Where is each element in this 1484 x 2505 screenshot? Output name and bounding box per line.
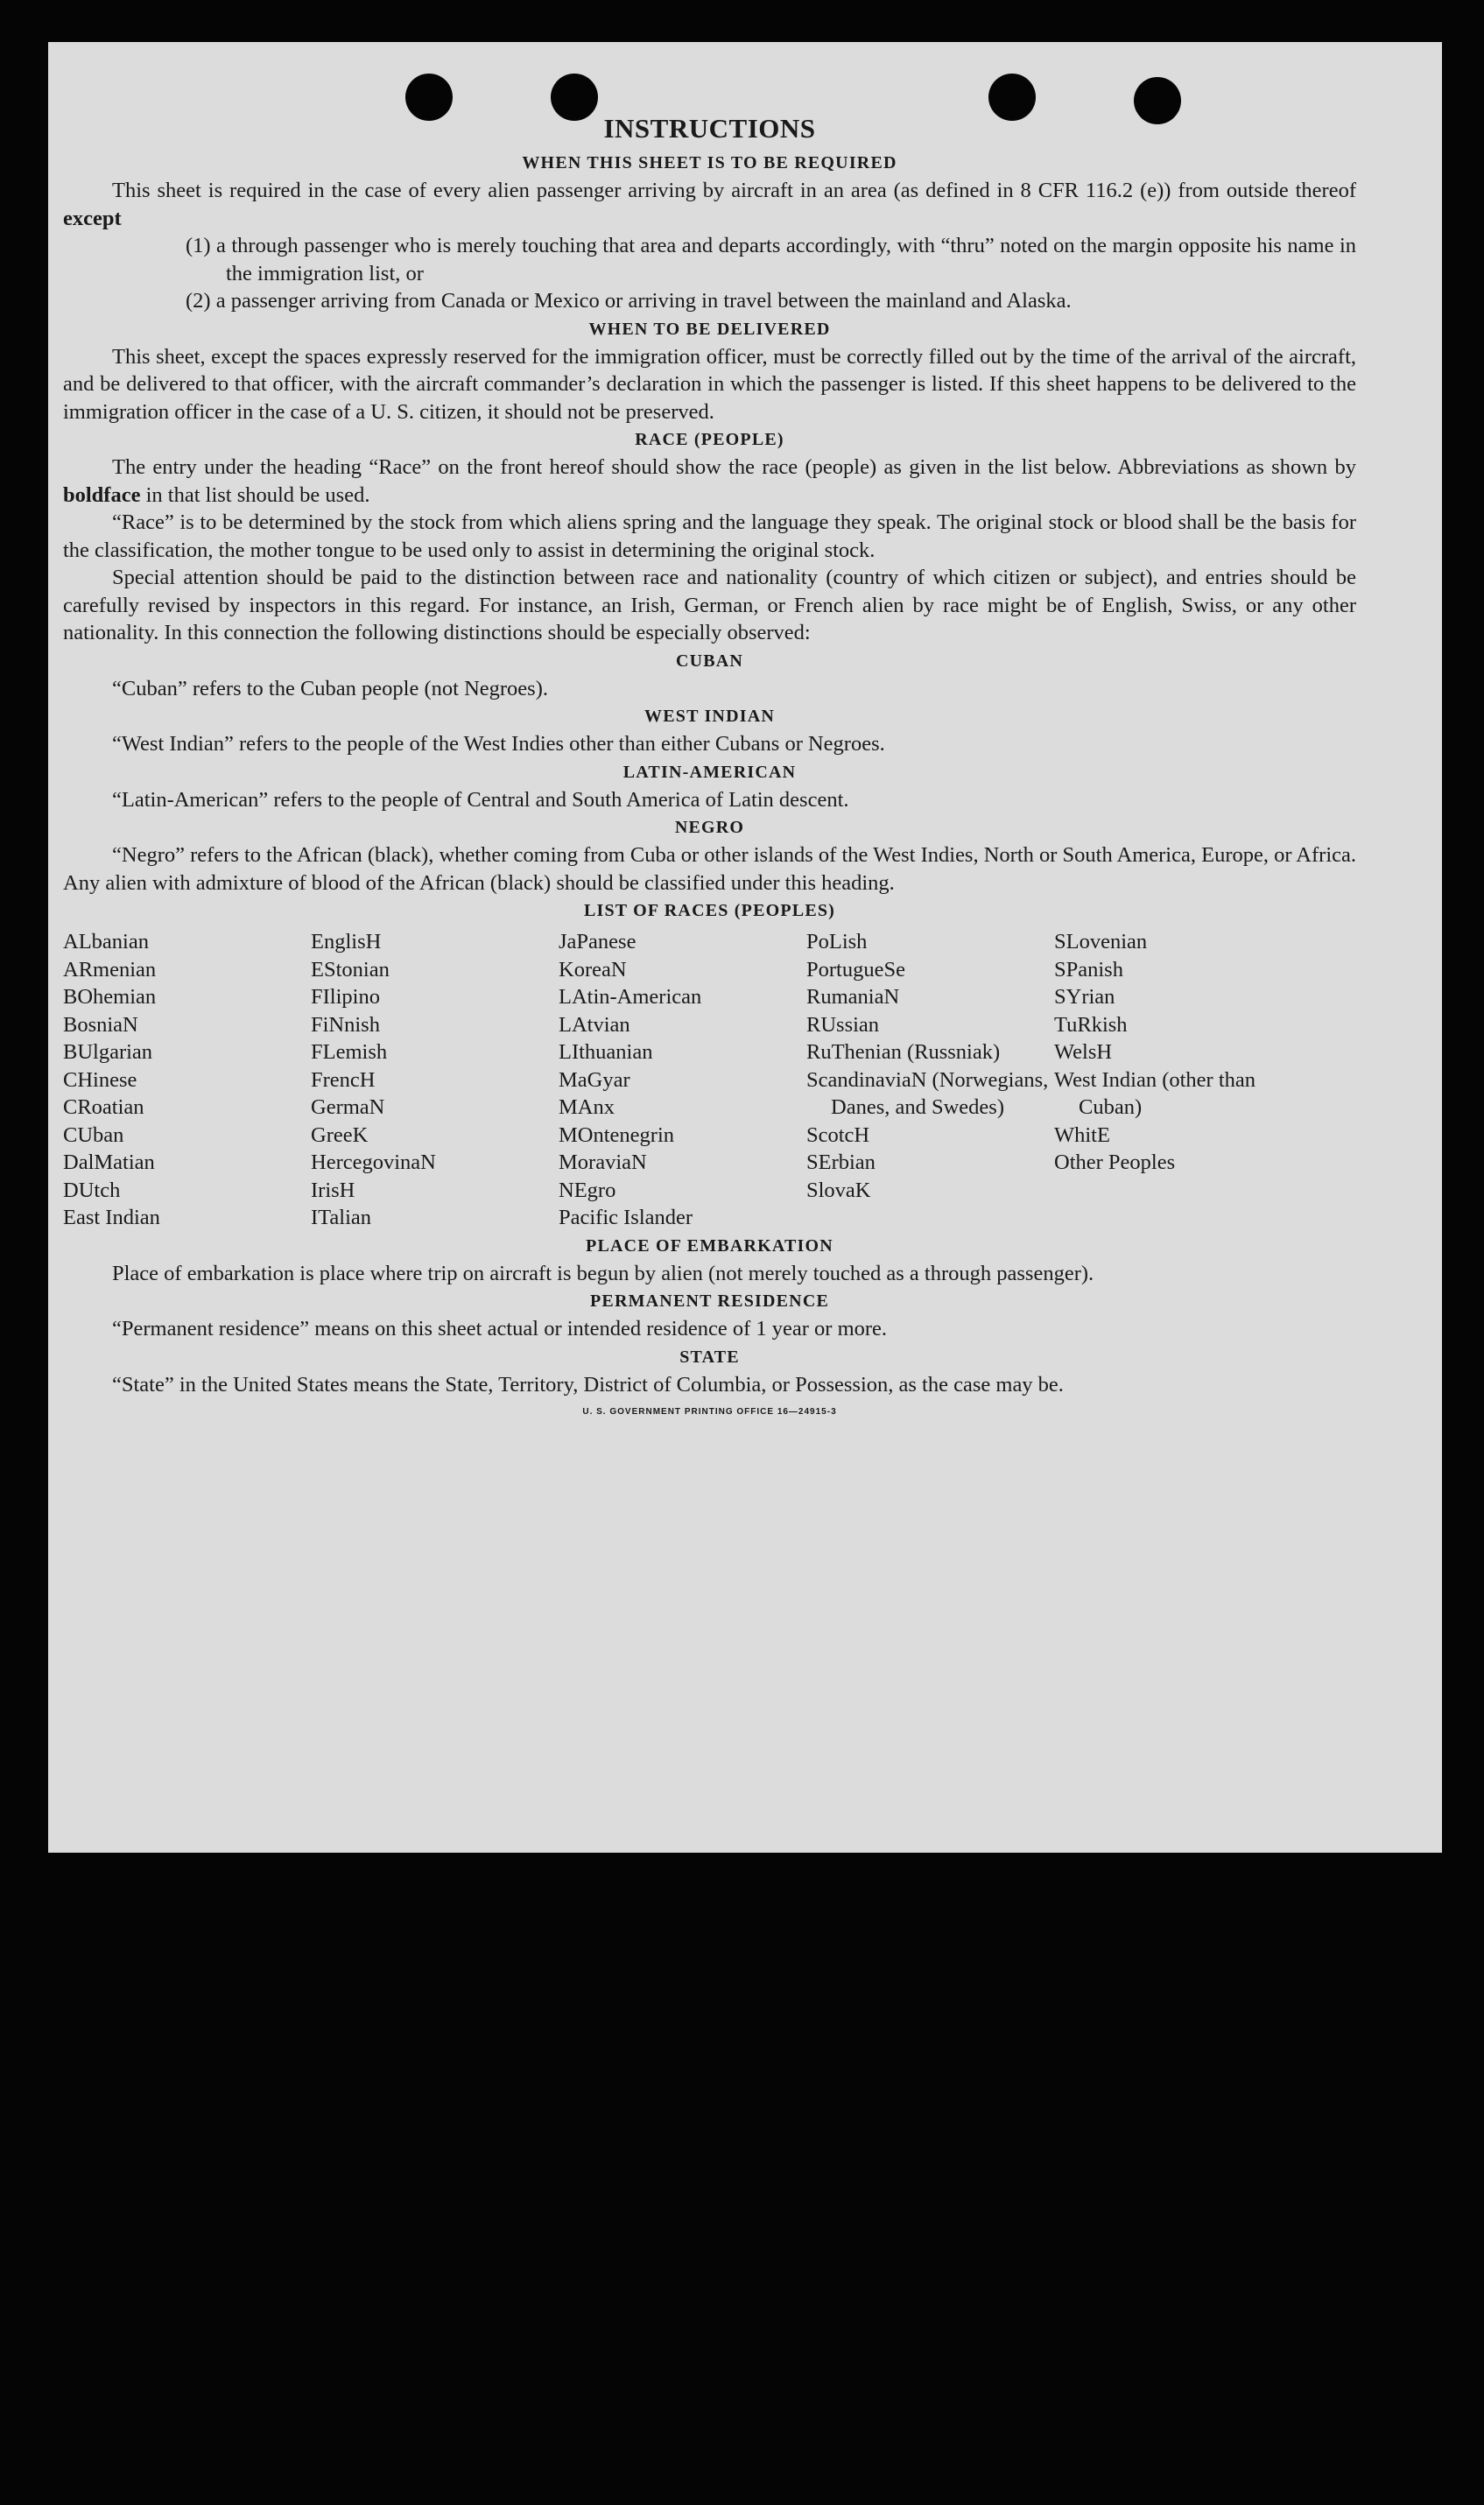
section-heading-required: WHEN THIS SHEET IS TO BE REQUIRED (522, 153, 897, 172)
race-entry: MaGyar (559, 1067, 630, 1092)
race-entry: BOhemian (63, 985, 157, 1009)
state-text: “State” in the United States means the State, Territory, District of Columbia, or Possession, as the case may be. (112, 1372, 1064, 1397)
race-entry: Other Peoples (1054, 1150, 1176, 1174)
section-heading-cuban: CUBAN (675, 651, 744, 671)
race-entry: SYrian (1054, 985, 1115, 1009)
race-entry: LIthuanian (559, 1040, 653, 1064)
race-entry: HercegovinaN (311, 1150, 436, 1174)
race-entry: ScotcH (806, 1122, 870, 1147)
exception-item-2: (2) a passenger arriving from Canada or Mexico or arriving in travel between the mainland and Alaska. (186, 289, 1072, 313)
race-entry: LAtvian (559, 1012, 630, 1037)
section-heading-race-list: LIST OF RACES (PEOPLES) (583, 901, 836, 920)
race-entry: MOntenegrin (559, 1122, 674, 1147)
race-entry: FIlipino (311, 985, 380, 1009)
race-entry: PortugueSe (806, 957, 905, 982)
race-entry: ScandinaviaN (Norwegians, Danes, and Swedes) (806, 1067, 1049, 1119)
race-entry: WhitE (1054, 1122, 1110, 1147)
race-entry: ALbanian (63, 930, 149, 953)
embarkation-text: Place of embarkation is place where trip on aircraft is begun by alien (not merely touched as a through passenger). (112, 1261, 1094, 1285)
race-entry: WelsH (1054, 1040, 1113, 1064)
race-column (559, 928, 806, 1232)
race-paragraph-1: The entry under the heading “Race” on the front hereof should show the race (people) as given in the list below. Abbreviations as shown by boldface in that list should be used. (63, 455, 1356, 507)
race-entry: FiNnish (311, 1012, 380, 1037)
race-entry: RUssian (806, 1012, 880, 1037)
race-entry: MAnx (559, 1095, 615, 1119)
section-heading-embarkation: PLACE OF EMBARKATION (586, 1235, 833, 1256)
section-heading-race: RACE (PEOPLE) (635, 430, 784, 449)
delivered-text: This sheet, except the spaces expressly reserved for the immigration officer, must be correctly filled out by the time of the arrival of the aircraft, and be delivered to that officer, with the aircraft commander’s declaration in which the passenger is listed. If this sheet happens to be delivered to the immigration officer in the case of a U. S. citizen, it should not be preserved. (63, 344, 1356, 424)
cuban-text: “Cuban” refers to the Cuban people (not Negroes). (112, 676, 548, 700)
race-entry: West Indian (other than Cuban) (1054, 1067, 1256, 1119)
race-entry: SLovenian (1054, 930, 1148, 953)
race-list (63, 928, 1356, 1232)
race-entry: JaPanese (559, 930, 637, 953)
page-title: INSTRUCTIONS (603, 113, 816, 144)
race-entry: TuRkish (1054, 1012, 1128, 1037)
race-entry: CUban (63, 1122, 124, 1147)
race-entry: MoraviaN (559, 1150, 647, 1174)
race-entry: EnglisH (311, 930, 382, 953)
section-heading-state: STATE (679, 1347, 740, 1367)
race-entry: SlovaK (806, 1178, 871, 1202)
race-entry: FLemish (311, 1040, 388, 1064)
race-entry: EStonian (311, 957, 390, 982)
section-heading-residence: PERMANENT RESIDENCE (589, 1291, 830, 1311)
race-entry: CHinese (63, 1067, 137, 1092)
section-heading-latin-american: LATIN-AMERICAN (622, 762, 797, 782)
race-entry: Pacific Islander (559, 1206, 693, 1229)
race-entry: SPanish (1054, 957, 1123, 982)
race-entry: NEgro (559, 1178, 616, 1202)
section-heading-delivered: WHEN TO BE DELIVERED (588, 319, 831, 339)
west-indian-text: “West Indian” refers to the people of the West Indies other than either Cubans or Negroes. (112, 732, 885, 756)
negro-text: “Negro” refers to the African (black), whether coming from Cuba or other islands of the West Indies, North or South America, Europe, or Africa. Any alien with admixture of blood of the African (black) should be classified under this heading. (63, 843, 1356, 895)
residence-text: “Permanent residence” means on this sheet actual or intended residence of 1 year or more. (112, 1317, 888, 1340)
exception-item-1: (1) a through passenger who is merely touching that area and departs accordingly, with “thru” noted on the margin opposite his name in the immigration list, or (186, 234, 1356, 285)
section-heading-negro: NEGRO (674, 818, 745, 837)
race-entry: DalMatian (63, 1150, 155, 1174)
race-entry: PoLish (806, 930, 868, 953)
race-column (63, 928, 311, 1232)
race-entry: RumaniaN (806, 985, 900, 1009)
race-column (806, 928, 1054, 1232)
race-entry: BUlgarian (63, 1040, 153, 1064)
race-paragraph-2: “Race” is to be determined by the stock from which aliens spring and the language they speak. The original stock or blood shall be the basis for the classification, the mother tongue to be used only to assist in determining the original stock. (63, 510, 1356, 562)
race-entry: ITalian (311, 1206, 372, 1229)
race-entry: ARmenian (63, 957, 157, 982)
race-entry: GermaN (311, 1095, 385, 1119)
latin-american-text: “Latin-American” refers to the people of Central and South America of Latin descent. (112, 787, 849, 812)
race-entry: East Indian (63, 1206, 160, 1229)
required-intro: This sheet is required in the case of every alien passenger arriving by aircraft in an area (as defined in 8 CFR 116.2 (e)) from outside thereof except (63, 179, 1356, 230)
race-entry: LAtin-American (559, 985, 702, 1009)
document-sheet (48, 42, 1442, 1853)
race-entry: KoreaN (559, 957, 627, 982)
race-entry: SErbian (806, 1150, 876, 1174)
race-entry: IrisH (311, 1178, 355, 1202)
instructions-text (63, 109, 1356, 1426)
race-entry: BosniaN (63, 1012, 138, 1037)
printer-imprint: U. S. GOVERNMENT PRINTING OFFICE 16—24915-3 (582, 1407, 837, 1417)
race-entry: RuThenian (Russniak) (806, 1040, 1001, 1064)
race-column (1054, 928, 1317, 1232)
race-paragraph-3: Special attention should be paid to the distinction between race and nationality (country of which citizen or subject), and entries should be carefully revised by inspectors in this regard. For instance, an Irish, German, or French alien by race might be of English, Swiss, or any other nationality. In this connection the following distinctions should be especially observed: (63, 566, 1356, 644)
section-heading-west-indian: WEST INDIAN (644, 707, 775, 726)
race-entry: DUtch (63, 1178, 121, 1202)
race-column (311, 928, 559, 1232)
race-entry: FrencH (311, 1067, 376, 1092)
race-entry: CRoatian (63, 1095, 144, 1119)
race-entry: GreeK (311, 1122, 369, 1147)
